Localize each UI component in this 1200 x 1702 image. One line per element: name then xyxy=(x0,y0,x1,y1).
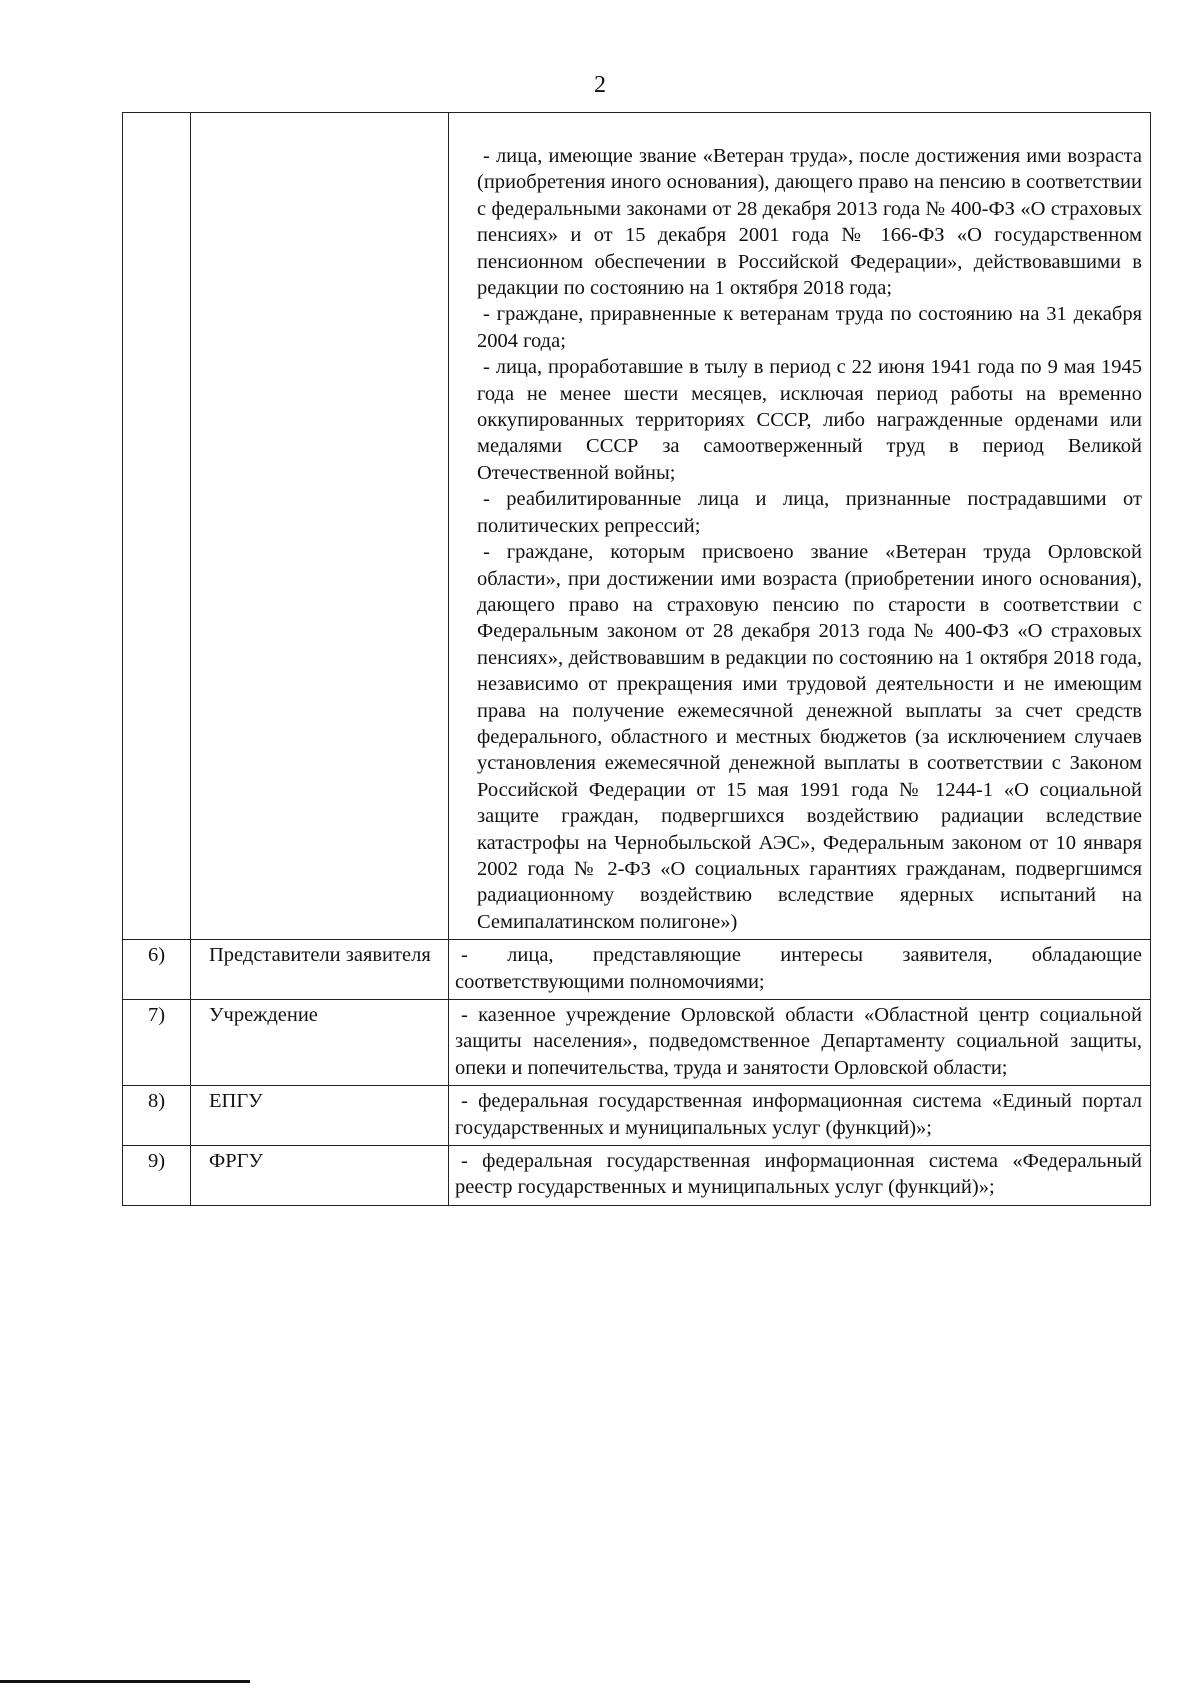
list-item: - федеральная государственная информационная система «Федеральный реестр государственных и муниципальных услуг (функций)»; xyxy=(455,1150,1142,1199)
list-item: - федеральная государственная информационная система «Единый портал государственных и муниципальных услуг (функций)»; xyxy=(455,1090,1142,1139)
table-row xyxy=(123,1000,1151,1086)
list-item: - граждане, которым присвоено звание «Ветеран труда Орловской области», при достижении ими возраста (приобретении иного основания), дающего право на страховую пенсию по старости в соответствии с Федеральным законом от 28 декабря 2013 года № 400-ФЗ «О страховых пенсиях», действовавшим в редакции по состоянию на 1 октября 2018 года, независимо от прекращения ими трудовой деятельности и не имеющим права на получение ежемесячной денежной выплаты за счет средств федерального, областного и местных бюджетов (за исключением случаев установления ежемесячной денежной выплаты в соответствии с Законом Российской Федерации от 15 мая 1991 года № 1244-1 «О социальной защите граждан, подвергшихся воздействию радиации вследствие катастрофы на Чернобыльской АЭС», Федеральным законом от 10 января 2002 года № 2-ФЗ «О социальных гарантиях гражданам, подвергшимся радиационному воздействию вследствие ядерных испытаний на Семипалатинском полигоне») xyxy=(477,541,1142,933)
row-term: Учреждение xyxy=(191,1000,449,1086)
table-row xyxy=(123,1086,1151,1146)
table-row xyxy=(123,1146,1151,1206)
row-number: 9) xyxy=(123,1146,191,1206)
row-term: Представители заявителя xyxy=(191,940,449,1000)
footer-rule xyxy=(0,1680,250,1683)
row-description xyxy=(449,1086,1151,1146)
list-item: - лица, представляющие интересы заявителя, обладающие соответствующими полномочиями; xyxy=(455,944,1142,993)
list-item: - лица, имеющие звание «Ветеран труда», после достижения ими возраста (приобретения иного основания), дающего право на пенсию в соответствии с федеральными законами от 28 декабря 2013 года № 400-ФЗ «О страховых пенсиях» и от 15 декабря 2001 года № 166-ФЗ «О государственном пенсионном обеспечении в Российской Федерации», действовавшими в редакции по состоянию на 1 октября 2018 года; xyxy=(477,145,1142,300)
list-item: - казенное учреждение Орловской области «Областной центр социальной защиты населения», подведомственное Департаменту социальной защиты, опеки и попечительства, труда и занятости Орловской области; xyxy=(455,1004,1142,1079)
list-item: - лица, проработавшие в тылу в период с 22 июня 1941 года по 9 мая 1945 года не менее шести месяцев, исключая период работы на временно оккупированных территориях СССР, либо награжденные орденами или медалями СССР за самоотверженный труд в период Великой Отечественной войны; xyxy=(477,356,1142,484)
row-description xyxy=(449,940,1151,1000)
table-row xyxy=(123,940,1151,1000)
row-description xyxy=(449,1146,1151,1206)
list-item: - граждане, приравненные к ветеранам труда по состоянию на 31 декабря 2004 года; xyxy=(477,303,1142,352)
row-number: 6) xyxy=(123,940,191,1000)
table-row xyxy=(123,113,1151,940)
list-item: - реабилитированные лица и лица, признанные пострадавшими от политических репрессий; xyxy=(477,488,1142,537)
row-number: 8) xyxy=(123,1086,191,1146)
row-description xyxy=(449,113,1151,940)
page-number: 2 xyxy=(594,72,606,98)
row-description xyxy=(449,1000,1151,1086)
row-number xyxy=(123,113,191,940)
row-number: 7) xyxy=(123,1000,191,1086)
definitions-table xyxy=(122,112,1151,1206)
row-term: ЕПГУ xyxy=(191,1086,449,1146)
row-term: ФРГУ xyxy=(191,1146,449,1206)
row-term xyxy=(191,113,449,940)
